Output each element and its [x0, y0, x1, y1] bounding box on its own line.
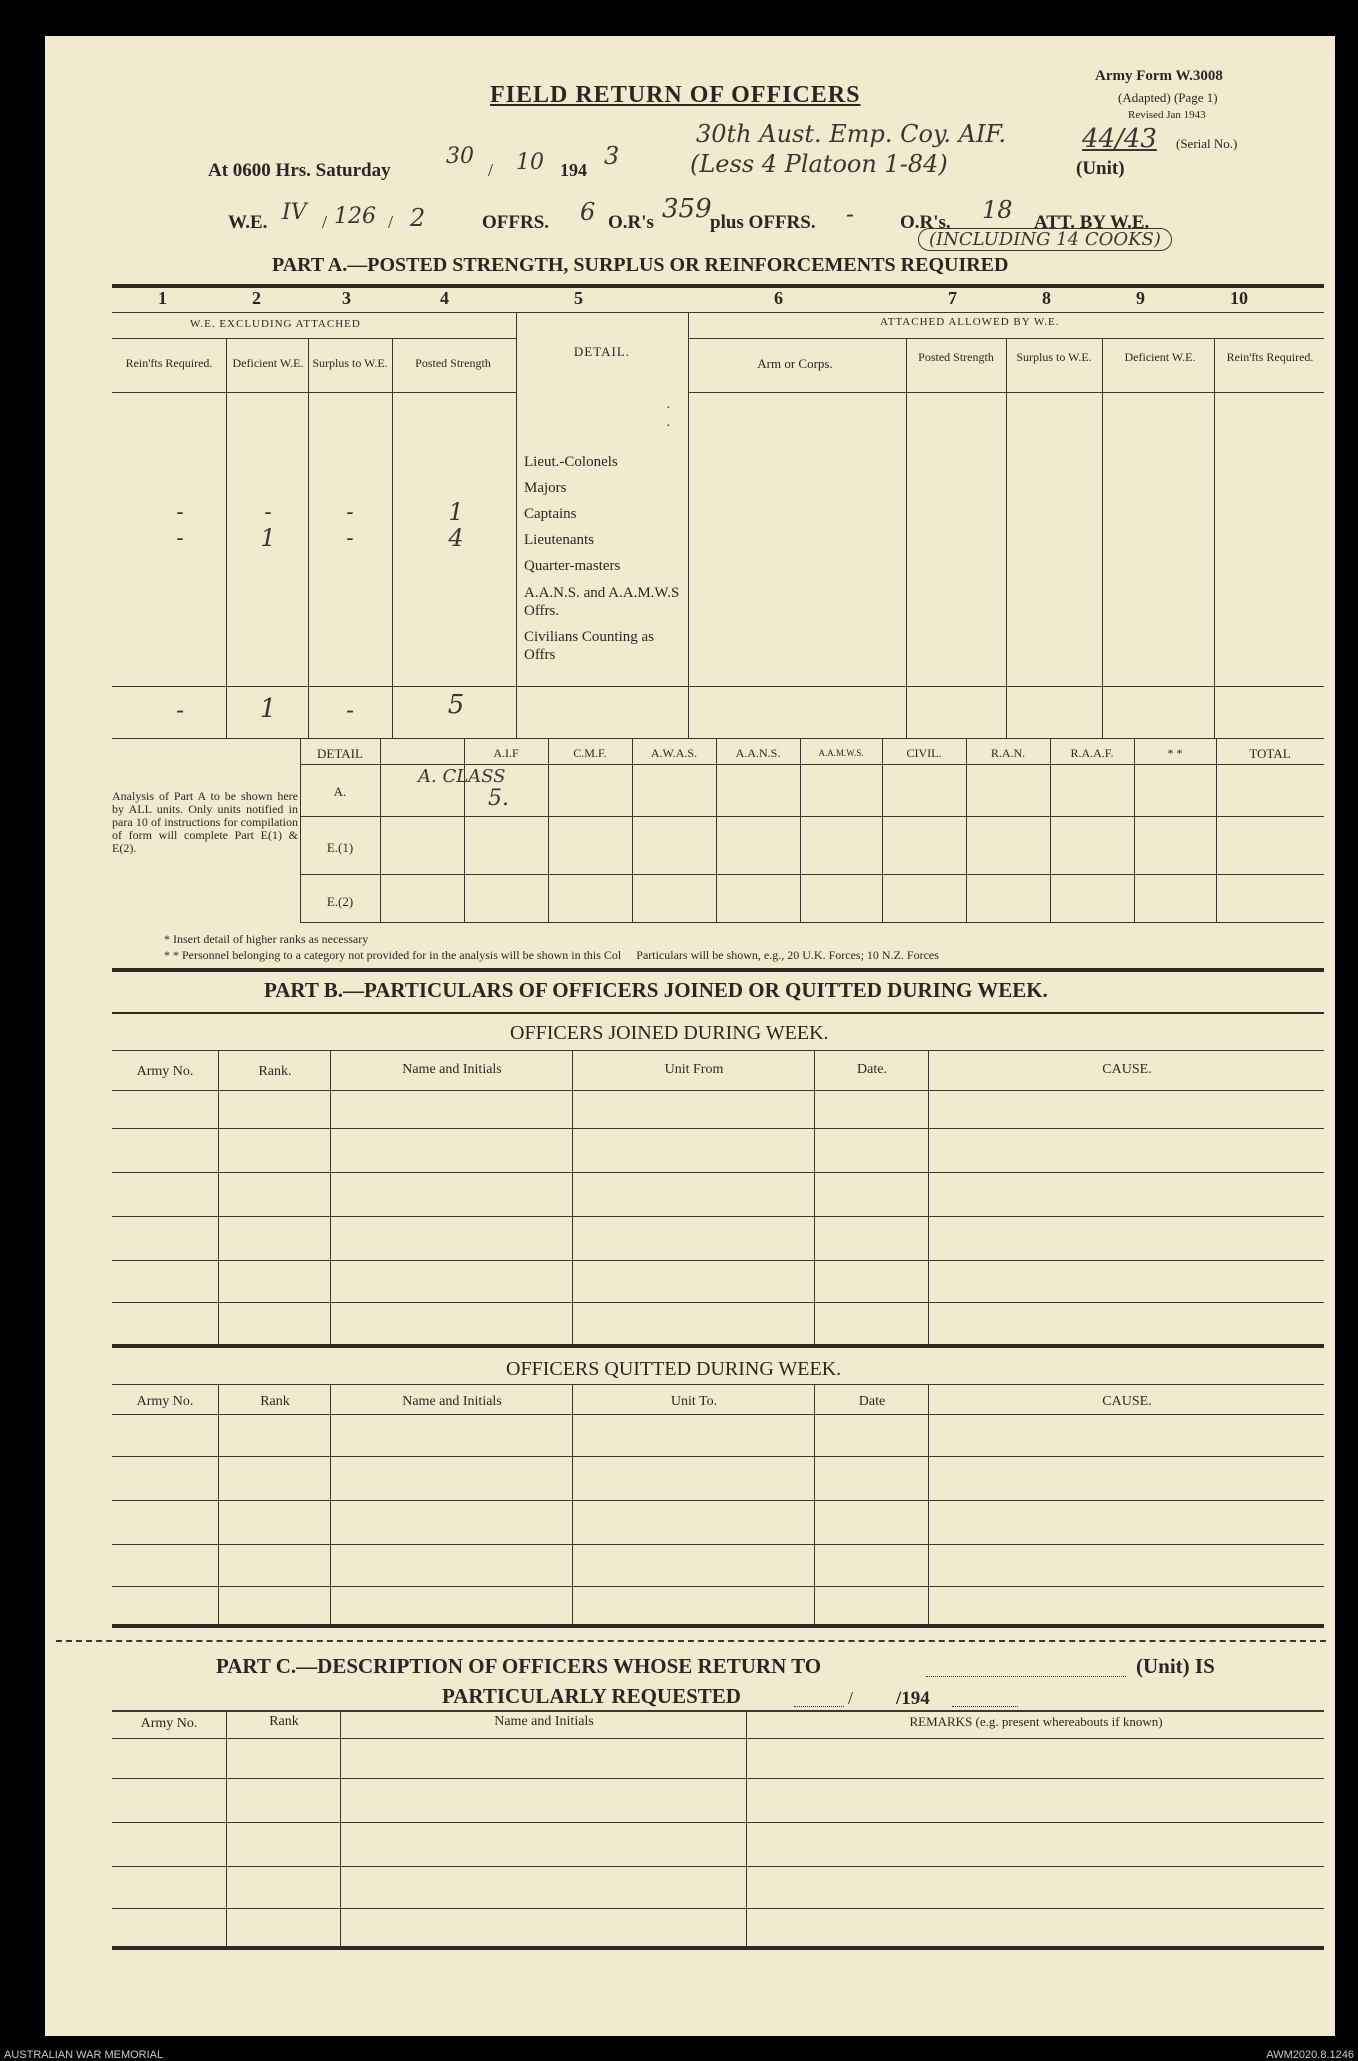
analysis-head-aamws: A.A.M.W.S.: [818, 748, 864, 758]
part-c-head-rank: Rank: [269, 1714, 299, 1729]
col-head-posted-att: Posted Strength: [918, 350, 994, 364]
joined-head-name: Name and Initials: [402, 1062, 502, 1077]
joined-head-date: Date.: [857, 1062, 887, 1077]
part-c-head-name: Name and Initials: [494, 1714, 594, 1729]
col-head-reinfts-att: Rein'fts Required.: [1226, 350, 1314, 364]
col-head-reinfts: Rein'fts Required.: [125, 356, 213, 370]
detail-aans: A.A.N.S. and A.A.M.W.S Offrs.: [524, 585, 680, 619]
analysis-note: Analysis of Part A to be shown here by ALL units. Only units notified in para 10 of instructions for compilation of form will complete Part E(1) & E(2).: [112, 789, 298, 855]
part-a-title: PART A.—POSTED STRENGTH, SURPLUS OR REINFORCEMENTS REQUIRED: [272, 254, 1009, 276]
ors2-label: O.R's.: [900, 212, 951, 233]
plus-label: plus OFFRS.: [710, 212, 816, 233]
detail-dots: · ·: [666, 401, 671, 434]
form-id-line1: Army Form W.3008: [1095, 68, 1223, 84]
analysis-head-total: TOTAL: [1249, 746, 1291, 761]
analysis-head-aans: A.A.N.S.: [735, 746, 781, 760]
captains-reinfts: -: [176, 500, 184, 525]
analysis-row-e1: E.(1): [326, 840, 354, 855]
part-c-title-line1: PART C.—DESCRIPTION OF OFFICERS WHOSE RETURN TO: [216, 1654, 822, 1678]
analysis-head-awas: A.W.A.S.: [650, 746, 698, 760]
col-number-8: 8: [1042, 288, 1051, 308]
part-b-title: PART B.—PARTICULARS OF OFFICERS JOINED OR QUITTED DURING WEEK.: [264, 978, 1048, 1002]
date-year-digit: 3: [604, 142, 620, 170]
col-number-10: 10: [1230, 288, 1248, 308]
detail-quartermasters: Quarter-masters: [524, 558, 621, 574]
quitted-head-unit-to: Unit To.: [670, 1394, 718, 1409]
col-number-9: 9: [1136, 288, 1145, 308]
col-number-3: 3: [342, 288, 351, 308]
joined-head-unit-from: Unit From: [664, 1062, 724, 1077]
a-class-value: 5.: [488, 786, 509, 811]
joined-head-rank: Rank.: [258, 1064, 292, 1079]
at-label: At 0600 Hrs. Saturday: [208, 160, 391, 181]
quitted-head-rank: Rank: [260, 1394, 290, 1409]
detail-lt-colonels: Lieut.-Colonels: [524, 454, 618, 470]
col-head-detail: DETAIL.: [573, 344, 631, 359]
we-label: W.E.: [228, 212, 268, 233]
analysis-row-e2: E.(2): [326, 894, 354, 909]
we-value-2: 126: [334, 204, 376, 229]
col-number-1: 1: [158, 288, 167, 308]
quitted-head-name: Name and Initials: [402, 1394, 502, 1409]
date-year-prefix: 194: [560, 160, 587, 180]
we-excluding-label: W.E. EXCLUDING ATTACHED: [190, 318, 361, 330]
col-head-arm: Arm or Corps.: [757, 356, 833, 371]
date-day: 30: [446, 144, 474, 169]
captains-surplus: -: [346, 500, 354, 525]
quitted-head-army-no: Army No.: [136, 1394, 194, 1409]
we-value-1: IV: [282, 200, 307, 225]
unit-line2: (Less 4 Platoon 1-84): [690, 150, 948, 178]
col-number-2: 2: [252, 288, 261, 308]
col-head-deficient-att: Deficient W.E.: [1124, 350, 1196, 364]
form-title: FIELD RETURN OF OFFICERS: [490, 82, 861, 108]
joined-head-cause: CAUSE.: [1102, 1062, 1152, 1077]
detail-lieutenants: Lieutenants: [524, 532, 594, 548]
footer-right: AWM2020.8.1246: [1266, 2049, 1354, 2061]
part-c-title-line2: PARTICULARLY REQUESTED: [442, 1684, 741, 1708]
date-month: 10: [516, 150, 544, 175]
part-c-unit-is: (Unit) IS: [1136, 1654, 1215, 1678]
total-posted: 5: [447, 690, 465, 720]
form-id-line2: (Adapted) (Page 1): [1118, 90, 1218, 105]
analysis-row-a: A.: [333, 784, 347, 799]
analysis-head-other: * *: [1167, 746, 1183, 760]
a-class-note: A. CLASS: [418, 766, 506, 787]
part-c-date-sep: /: [848, 1688, 854, 1708]
footnote-2: * * Personnel belonging to a category not provided for in the analysis will be shown in this Col Particulars will be shown, e.g., 20 U.K. Forces; 10 N.Z. Forces: [164, 948, 939, 962]
ors-label: O.R's: [608, 212, 654, 233]
footer-left: AUSTRALIAN WAR MEMORIAL: [4, 2049, 164, 2061]
detail-captains: Captains: [524, 506, 577, 522]
form-id-line3: Revised Jan 1943: [1128, 109, 1206, 121]
captains-deficient: -: [264, 500, 272, 525]
detail-majors: Majors: [524, 480, 567, 496]
serial-label: (Serial No.): [1176, 136, 1238, 151]
ors-value: 359: [662, 194, 712, 224]
col-number-6: 6: [774, 288, 783, 308]
joined-title: OFFICERS JOINED DURING WEEK.: [510, 1022, 829, 1044]
quitted-head-date: Date: [858, 1394, 886, 1409]
analysis-head-raaf: R.A.A.F.: [1070, 746, 1114, 760]
unit-label: (Unit): [1076, 158, 1125, 179]
lieutenants-deficient: 1: [260, 524, 276, 552]
unit-line1: 30th Aust. Emp. Coy. AIF.: [696, 120, 1006, 148]
captains-posted: 1: [448, 498, 464, 526]
analysis-head-detail: DETAIL: [317, 746, 363, 761]
analysis-head-cmf: C.M.F.: [573, 746, 607, 760]
we-value-3: 2: [410, 204, 426, 232]
attached-allowed-label: ATTACHED ALLOWED BY W.E.: [880, 316, 1060, 328]
joined-head-army-no: Army No.: [136, 1064, 194, 1079]
col-head-surplus-att: Surplus to W.E.: [1016, 350, 1092, 364]
col-number-4: 4: [440, 288, 449, 308]
total-deficient: 1: [259, 694, 277, 724]
col-number-5: 5: [574, 288, 583, 308]
part-c-head-army-no: Army No.: [140, 1716, 198, 1731]
lieutenants-surplus: -: [346, 526, 354, 551]
col-head-deficient: Deficient W.E.: [232, 356, 304, 370]
analysis-head-aif: A.I.F: [493, 746, 519, 760]
lieutenants-reinfts: -: [176, 526, 184, 551]
offrs-label: OFFRS.: [482, 212, 550, 233]
total-surplus: -: [345, 696, 355, 724]
quitted-title: OFFICERS QUITTED DURING WEEK.: [506, 1358, 842, 1380]
analysis-head-ran: R.A.N.: [990, 746, 1026, 760]
total-reinfts: -: [175, 696, 185, 724]
col-head-posted: Posted Strength: [415, 356, 491, 370]
lieutenants-posted: 4: [448, 524, 464, 552]
att-label: ATT. BY W.E.: [1034, 212, 1150, 233]
col-number-7: 7: [948, 288, 957, 308]
offrs-value: 6: [580, 198, 596, 226]
including-note: (INCLUDING 14 COOKS): [918, 228, 1172, 251]
analysis-head-civil: CIVIL.: [906, 746, 942, 760]
ors2-value: 18: [982, 196, 1013, 224]
part-c-year: /194: [896, 1688, 930, 1709]
serial-value: 44/43: [1082, 124, 1157, 154]
col-head-surplus: Surplus to W.E.: [312, 356, 388, 370]
footnote-1: * Insert detail of higher ranks as necessary: [164, 932, 369, 946]
part-c-head-remarks: REMARKS (e.g. present whereabouts if known): [909, 1714, 1163, 1729]
detail-civilians: Civilians Counting as Offrs: [524, 629, 655, 663]
plus-offrs-value: -: [846, 200, 855, 228]
quitted-head-cause: CAUSE.: [1102, 1394, 1152, 1409]
